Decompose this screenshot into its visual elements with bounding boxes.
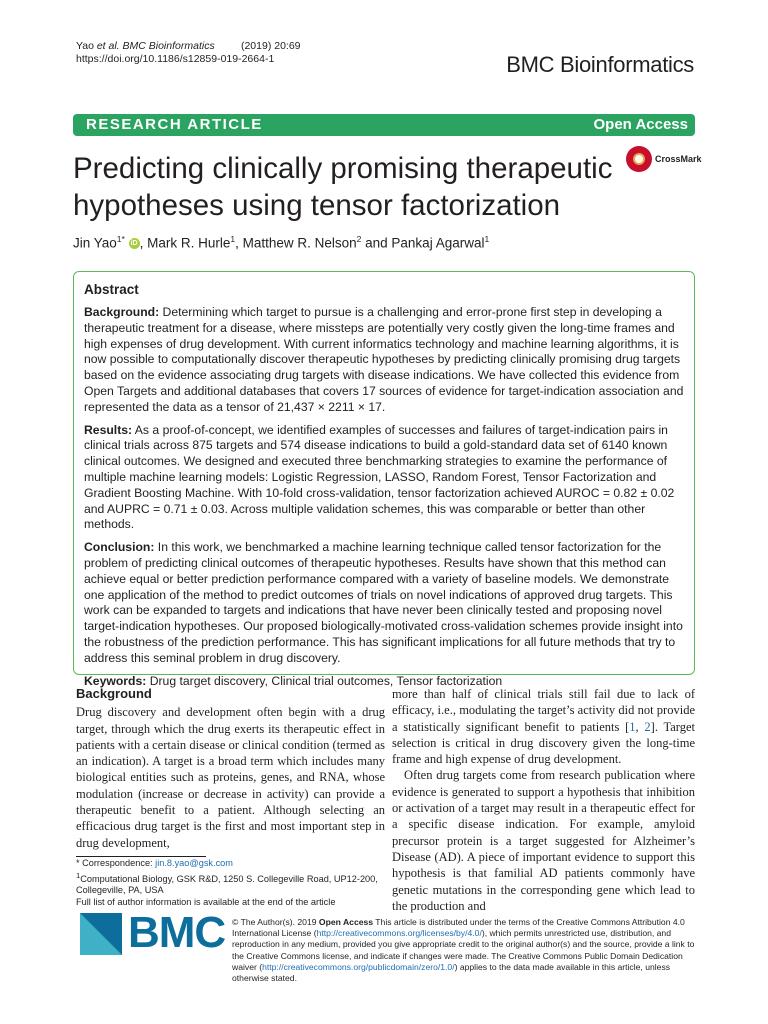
article-type-banner <box>73 114 695 136</box>
article-type-label: RESEARCH ARTICLE <box>86 116 263 133</box>
orcid-icon[interactable]: iD <box>130 240 138 248</box>
doi-link[interactable]: https://doi.org/10.1186/s12859-019-2664-1 <box>76 53 275 65</box>
section-heading: Background <box>76 686 152 701</box>
author-info-note: Full list of author information is available at the end of the article <box>76 896 336 907</box>
citation-line <box>76 40 301 53</box>
abstract-background: Background: Determining which target to pursue is a challenging and error-prone first step in developing a therapeutic treatment for a disease, where missteps are potentially very costly given the long-time frames and high expenses of drug development. With current informatics technology and machine learning algorithms, it is now possible to computationally discover therapeutic hypotheses by predicting clinically promising drug targets based on the evidence associating drug targets with disease indications. We have collected this evidence from Open Targets and additional databases that covers 17 sources of evidence for target-indication association and represented the data as a tensor of 21,437 × 2211 × 17. <box>84 305 684 414</box>
abstract-results: Results: As a proof-of-concept, we identified examples of successes and failures of target-indication pairs in clinical trials across 875 targets and 574 disease indications to build a gold-standard data set of 6140 known clinical outcomes. We designed and executed three benchmarking strategies to examine the performance of multiple machine learning models: Logistic Regression, LASSO, Random Forest, Tensor Factorization and Gradient Boosting Machine. With 10-fold cross-validation, tensor factorization achieved AUROC = 0.82 ± 0.02 and AUPRC = 0.71 ± 0.03. Across multiple validation schemes, this was comparable or better than other methods. <box>84 422 675 532</box>
license-link-zero[interactable]: http://creativecommons.org/publicdomain/zero/1.0/ <box>262 961 455 972</box>
bmc-logo <box>80 908 226 959</box>
body-column-right <box>392 686 695 914</box>
author-affiliation-mark: 1* <box>116 234 125 244</box>
abstract-conclusion: Conclusion: In this work, we benchmarked a machine learning technique called tensor factorization for the problem of predicting clinical outcomes of therapeutic hypotheses. Results have shown that this method can achieve equal or better prediction performance compared with a variety of baseline models. We demonstrate one application of the method to predict outcomes of trials on novel indications of approved drug targets. This work can be expanded to targets and indications that have never been clinically tested and proposing novel target-indication hypotheses. Our proposed biologically-motivated cross-validation schemes provide insight into the robustness of the prediction performance. This has significant implications for all future methods that try to address this seminal problem in drug discovery. <box>84 540 683 665</box>
body-paragraph: Often drug targets come from research publication where evidence is generated to support a hypothesis that inhibition or activation of a target may result in a therapeutic effect for a specific disease indication. For example, amyloid precursor protein is a target suggested for Alzheimer’s Disease (AD). A piece of important evidence to support this hypothesis is that familial AD patients commonly have genetic mutations in the corresponding gene which lead to the production and <box>392 768 695 913</box>
author-name: , Mark R. Hurle <box>139 235 231 251</box>
correspondence-line: * Correspondence: jin.8.yao@gsk.com <box>76 858 233 868</box>
citation-journal: et al. BMC Bioinformatics <box>96 40 215 52</box>
body-column-left <box>76 686 385 851</box>
affiliation-line: $^1$Computational Biology, GSK R&D, 1250 S. Collegeville Road, UP12-200, Collegeville, PA, USA <box>76 870 378 896</box>
article-title: Predicting clinically promising therapeutic hypotheses using tensor factorization <box>73 152 613 222</box>
footnotes <box>76 858 385 908</box>
open-access-label: Open Access <box>593 116 688 133</box>
citation-header <box>76 40 301 66</box>
abstract-box <box>73 271 695 688</box>
author-affiliation-mark: 1 <box>484 234 490 244</box>
reference-link[interactable]: 1 <box>629 719 636 734</box>
author-name: , Matthew R. Nelson <box>235 235 357 251</box>
author-affiliation-mark: 2 <box>356 234 362 244</box>
citation-author: Yao <box>76 40 94 52</box>
body-paragraph: more than half of clinical trials still fail due to lack of efficacy, i.e., modulating the target’s activity did not provide a statistically significant benefit to patients [1, 2]. Target selection is critical in drug discovery given the long-time frame and high expense of drug development. <box>392 687 695 767</box>
author-name: Jin Yao <box>73 235 117 251</box>
body-paragraph: Drug discovery and development often begin with a drug target, through which the drug exerts its therapeutic effect in patients with a certain disease or clinical condition (termed as an indication). A target is a broad term which includes many biological entities such as proteins, genes, and RNA, whose modulation (increase or decrease in activity) can provide a therapeutic benefit to a patient. Although selecting an efficacious drug target is the first and most important step in drug development, <box>76 705 385 850</box>
reference-link[interactable]: 2 <box>644 719 651 734</box>
abstract-heading: Abstract <box>84 282 139 297</box>
abstract-keywords: Keywords: Drug target discovery, Clinical trial outcomes, Tensor factorization <box>84 673 503 688</box>
license-statement: © The Author(s). 2019 Open Access This article is distributed under the terms of the Creative Commons Attribution 4.0 International License (http://creativecommons.org/licenses/by/4.0/), which permits unrestricted use, distribution, and reproduction in any medium, provided you give appropriate credit to the original author(s) and the source, provide a link to the Creative Commons license, and indicate if changes were made. The Creative Commons Public Domain Dedication waiver (http://creativecommons.org/publicdomain/zero/1.0/) applies to the data made available in this article, unless otherwise stated. <box>232 917 695 984</box>
correspondence-email-link[interactable]: jin.8.yao@gsk.com <box>155 858 233 868</box>
license-open-access: Open Access <box>318 917 374 927</box>
crossmark-icon <box>626 146 652 172</box>
author-affiliation-mark: 1 <box>230 234 236 244</box>
crossmark-label: CrossMark <box>655 154 702 164</box>
journal-name: BMC Bioinformatics <box>506 52 694 77</box>
license-link-by[interactable]: http://creativecommons.org/licenses/by/4.0/ <box>316 928 482 939</box>
citation-year-volume: (2019) 20:69 <box>240 40 301 52</box>
crossmark-button[interactable] <box>626 146 700 174</box>
bmc-logo-text: BMC <box>128 908 226 957</box>
footnote-divider <box>76 856 206 857</box>
author-name: and Pankaj Agarwal <box>361 235 485 251</box>
author-list <box>73 234 489 251</box>
